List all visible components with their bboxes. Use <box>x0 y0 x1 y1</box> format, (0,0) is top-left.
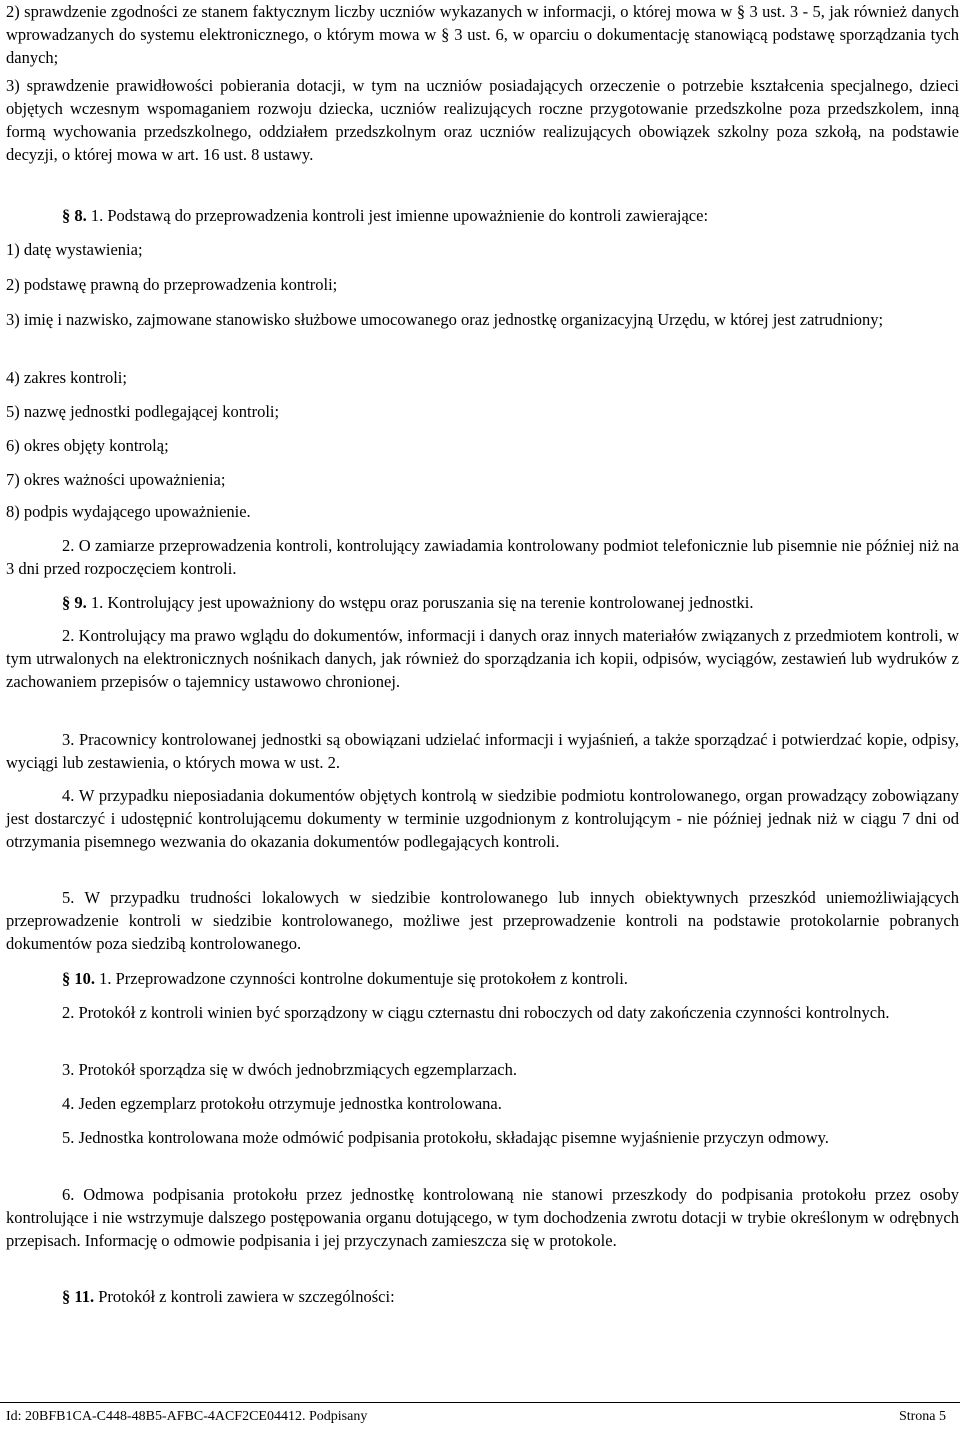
paragraph-section-11: § 11. Protokół z kontroli zawiera w szczególności: <box>62 1287 395 1306</box>
paragraph-9-4: 4. W przypadku nieposiadania dokumentów objętych kontrolą w siedzibie podmiotu kontrolowanego, organ prowadzący zobowiązany jest dostarczyć i udostępnić kontrolującemu dokumenty w terminie uzgodnionym z kontrolującym - nie później jednak niż w ciągu 7 dni od otrzymania pisemnego wezwania do okazania dokumentów podlegających kontroli. <box>6 786 959 851</box>
section-number: § 11. <box>62 1287 95 1306</box>
page-footer <box>0 1402 960 1429</box>
paragraph-section-8: § 8. 1. Podstawą do przeprowadzenia kontroli jest imienne upoważnienie do kontroli zawierające: <box>62 206 709 225</box>
paragraph-9-2: 2. Kontrolujący ma prawo wglądu do dokumentów, informacji i danych oraz innych materiałów związanych z przedmiotem kontroli, w tym utrwalonych na elektronicznych nośnikach danych, jak również do sporządzania ich kopii, odpisów, wyciągów, zestawień lub wydruków z zachowaniem przepisów o tajemnicy ustawowo chronionej. <box>6 626 959 691</box>
paragraph-section-10: § 10. 1. Przeprowadzone czynności kontrolne dokumentuje się protokołem z kontroli. <box>62 969 628 988</box>
section-number: § 9. <box>62 593 87 612</box>
page-number: Strona 5 <box>898 1409 946 1424</box>
list-item: 3) imię i nazwisko, zajmowane stanowisko służbowe umocowanego oraz jednostkę organizacyjną Urzędu, w której jest zatrudniony; <box>6 310 884 329</box>
section-number: § 8. <box>62 206 87 225</box>
paragraph-10-6: 6. Odmowa podpisania protokołu przez jednostkę kontrolowaną nie stanowi przeszkody do podpisania protokołu przez osoby kontrolujące i nie wstrzymuje dalszego postępowania organu dotującego, w tym dochodzenia zwrotu dotacji w trybie określonym w odrębnych przepisach. Informację o odmowie podpisania i jej przyczynach zamieszcza się w protokole. <box>6 1185 959 1250</box>
paragraph-9-5: 5. W przypadku trudności lokalowych w siedzibie kontrolowanego lub innych obiektywnych przeszkód uniemożliwiających przeprowadzenie kontroli w siedzibie kontrolowanego, możliwe jest przeprowadzenie kontroli na podstawie protokolarnie pobranych dokumentów poza siedzibą kontrolowanego. <box>6 888 959 953</box>
paragraph-10-3: 3. Protokół sporządza się w dwóch jednobrzmiących egzemplarzach. <box>62 1060 517 1079</box>
section-number: § 10. <box>62 969 95 988</box>
list-item: 6) okres objęty kontrolą; <box>6 436 169 455</box>
document-id: Id: 20BFB1CA-C448-48B5-AFBC-4ACF2CE04412. Podpisany <box>6 1409 368 1424</box>
list-item: 5) nazwę jednostki podlegającej kontroli; <box>6 402 280 421</box>
list-item: 2) podstawę prawną do przeprowadzenia kontroli; <box>6 275 338 294</box>
paragraph-item-2: 2) sprawdzenie zgodności ze stanem faktycznym liczby uczniów wykazanych w informacji, o której mowa w § 3 ust. 3 - 5, jak również danych wprowadzanych do systemu elektronicznego, o którym mowa w § 3 ust. 6, w oparciu o dokumentację stanowiącą podstawę sporządzania tych danych; <box>6 2 959 67</box>
paragraph-9-3: 3. Pracownicy kontrolowanej jednostki są obowiązani udzielać informacji i wyjaśnień, a także sporządzać i potwierdzać kopie, odpisy, wyciągi lub zestawienia, o których mowa w ust. 2. <box>6 730 959 772</box>
paragraph-10-2: 2. Protokół z kontroli winien być sporządzony w ciągu czternastu dni roboczych od daty zakończenia czynności kontrolnych. <box>62 1003 890 1022</box>
list-item: 8) podpis wydającego upoważnienie. <box>6 502 251 521</box>
paragraph-section-9: § 9. 1. Kontrolujący jest upoważniony do wstępu oraz poruszania się na terenie kontrolowanej jednostki. <box>62 593 754 612</box>
paragraph-8-2: 2. O zamiarze przeprowadzenia kontroli, kontrolujący zawiadamia kontrolowany podmiot telefonicznie lub pisemnie nie później niż na 3 dni przed rozpoczęciem kontroli. <box>6 536 959 578</box>
list-item: 7) okres ważności upoważnienia; <box>6 470 226 489</box>
paragraph-10-4: 4. Jeden egzemplarz protokołu otrzymuje jednostka kontrolowana. <box>62 1094 502 1113</box>
list-item: 1) datę wystawienia; <box>6 240 143 259</box>
paragraph-10-5: 5. Jednostka kontrolowana może odmówić podpisania protokołu, składając pisemne wyjaśnienie przyczyn odmowy. <box>62 1128 829 1147</box>
paragraph-item-3: 3) sprawdzenie prawidłowości pobierania dotacji, w tym na uczniów posiadających orzeczenie o potrzebie kształcenia specjalnego, dzieci objętych wczesnym wspomaganiem rozwoju dziecka, uczniów realizujących roczne przygotowanie przedszkolne poza przedszkolem, inną formą wychowania przedszkolnego, oddziałem przedszkolnym oraz uczniów realizujących obowiązek szkolny poza szkołą, na podstawie decyzji, o której mowa w art. 16 ust. 8 ustawy. <box>6 76 959 164</box>
list-item: 4) zakres kontroli; <box>6 368 127 387</box>
